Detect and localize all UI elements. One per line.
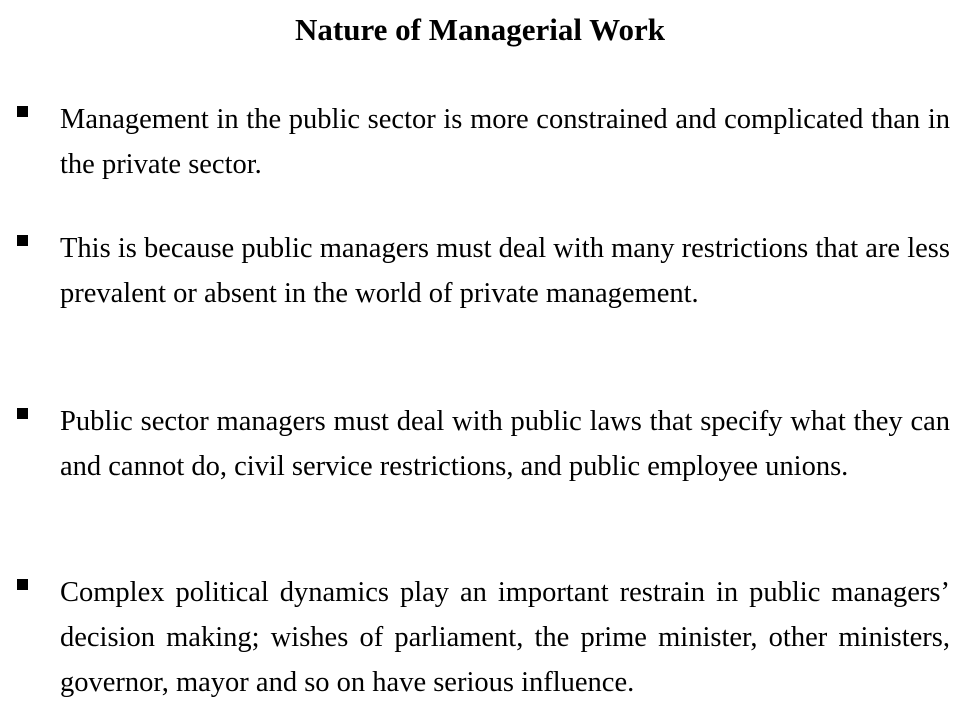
bullet-text: Public sector managers must deal with public laws that specify what they can and cannot do, civil service restrictions, and public employee unions. [60, 406, 950, 482]
slide-title: Nature of Managerial Work [295, 12, 665, 47]
square-bullet-icon [17, 106, 28, 117]
square-bullet-icon [17, 235, 28, 246]
bullet-text: This is because public managers must deal with many restrictions that are less prevalent or absent in the world of private management. [60, 233, 950, 309]
square-bullet-icon [17, 579, 28, 590]
bullet-text: Management in the public sector is more constrained and complicated than in the private sector. [60, 104, 950, 180]
square-bullet-icon [17, 408, 28, 419]
bullet-text: Complex political dynamics play an important restrain in public managers’ decision making; wishes of parliament, the prime minister, other ministers, governor, mayor and so on have serious influence. [60, 577, 950, 698]
